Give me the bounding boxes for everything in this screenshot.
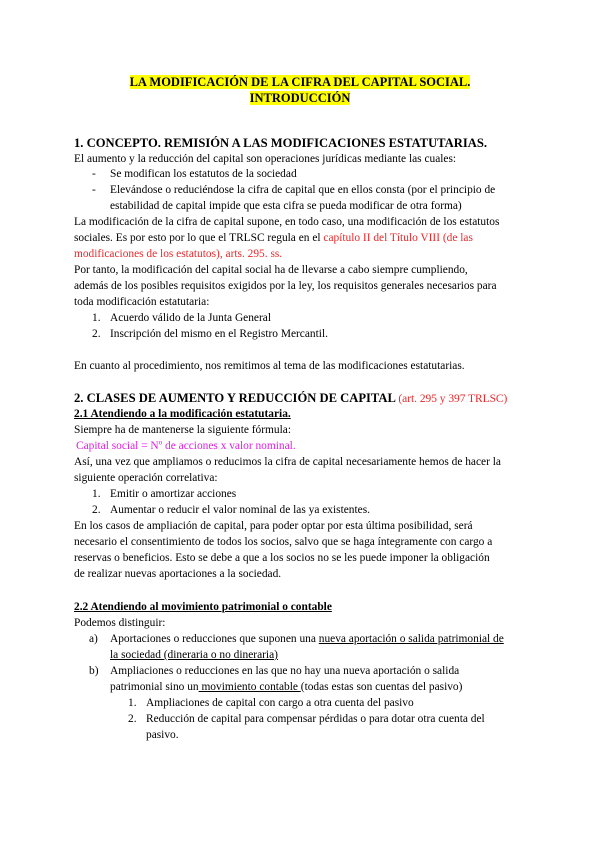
list-item: Aumentar o reducir el valor nominal de las ya existentes. xyxy=(110,504,370,516)
list-item: Emitir o amortizar acciones xyxy=(110,488,237,500)
title-line-2: INTRODUCCIÓN xyxy=(249,91,351,105)
list-number: 1. xyxy=(92,488,101,500)
list-number: 2. xyxy=(92,504,101,516)
bullet-marker: - xyxy=(92,168,96,180)
list-item: Acuerdo válido de la Junta General xyxy=(110,312,271,324)
bullet-marker: - xyxy=(92,184,96,196)
paragraph-line: En los casos de ampliación de capital, para poder optar por esta última posibilidad, será xyxy=(74,520,473,532)
paragraph-line: toda modificación estatutaria: xyxy=(74,296,210,308)
bullet-item: Elevándose o reduciéndose la cifra de capital que en ellos consta (por el principio de xyxy=(110,184,496,196)
section-2-heading: 2. CLASES DE AUMENTO Y REDUCCIÓN DE CAPITAL (art. 295 y 397 TRLSC) xyxy=(74,391,508,405)
paragraph-line: además de los posibles requisitos exigidos por la ley, los requisitos generales necesarios para xyxy=(74,280,497,292)
paragraph-line: siguiente operación correlativa: xyxy=(74,472,218,484)
paragraph-line: Así, una vez que ampliamos o reducimos la cifra de capital necesariamente hemos de hacer la xyxy=(74,456,501,468)
list-item: Aportaciones o reducciones que suponen una nueva aportación o salida patrimonial de xyxy=(110,633,504,645)
sub-list-item: Ampliaciones de capital con cargo a otra cuenta del pasivo xyxy=(146,697,414,709)
subsection-2-1-heading: 2.1 Atendiendo a la modificación estatutaria. xyxy=(74,408,291,420)
paragraph-line: sociales. Es por esto por lo que el TRLSC regula en el capítulo II del Título VIII (de las xyxy=(74,232,473,244)
list-item: Ampliaciones o reducciones en las que no hay una nueva aportación o salida xyxy=(110,665,460,677)
subsection-2-2-heading: 2.2 Atendiendo al movimiento patrimonial o contable xyxy=(74,601,332,613)
section-1-intro: El aumento y la reducción del capital son operaciones jurídicas mediante las cuales: xyxy=(74,153,457,165)
list-number: 2. xyxy=(92,328,101,340)
bullet-item-continuation: estabilidad de capital impide que esta cifra se pueda modificar de otra forma) xyxy=(110,200,462,212)
list-letter: b) xyxy=(89,665,99,677)
formula: Capital social = Nº de acciones x valor nominal. xyxy=(76,440,296,452)
paragraph-line: En cuanto al procedimiento, nos remitimos al tema de las modificaciones estatutarias. xyxy=(74,360,465,372)
section-1-heading: 1. CONCEPTO. REMISIÓN A LAS MODIFICACIONES ESTATUTARIAS. xyxy=(74,136,487,150)
sub-list-item: Reducción de capital para compensar pérdidas o para dotar otra cuenta del xyxy=(146,713,485,725)
paragraph-line: necesario el consentimiento de todos los socios, salvo que se haga íntegramente con cargo a xyxy=(74,536,493,548)
paragraph-line: Podemos distinguir: xyxy=(74,617,166,629)
legal-reference: modificaciones de los estatutos), arts. 295. ss. xyxy=(74,248,283,260)
sub-list-number: 2. xyxy=(128,713,137,725)
sub-list-item-continuation: pasivo. xyxy=(146,729,179,741)
title-line-1: LA MODIFICACIÓN DE LA CIFRA DEL CAPITAL SOCIAL. xyxy=(129,75,471,89)
list-item-continuation: patrimonial sino un movimiento contable (todas estas son cuentas del pasivo) xyxy=(110,681,463,693)
bullet-item: Se modifican los estatutos de la sociedad xyxy=(110,168,297,180)
list-number: 1. xyxy=(92,312,101,324)
sub-list-number: 1. xyxy=(128,697,137,709)
paragraph-line: Por tanto, la modificación del capital social ha de llevarse a cabo siempre cumpliendo, xyxy=(74,264,468,276)
list-item-continuation: la sociedad (dineraria o no dineraria) xyxy=(110,649,278,661)
paragraph-line: de realizar nuevas aportaciones a la sociedad. xyxy=(74,568,282,580)
paragraph-line: La modificación de la cifra de capital supone, en todo caso, una modificación de los estatutos xyxy=(74,216,500,228)
legal-reference: capítulo II del Título VIII (de las xyxy=(323,232,473,244)
list-letter: a) xyxy=(89,633,98,645)
list-item: Inscripción del mismo en el Registro Mercantil. xyxy=(110,328,328,340)
paragraph-line: Siempre ha de mantenerse la siguiente fórmula: xyxy=(74,424,291,436)
paragraph-line: reservas o beneficios. Esto se debe a que a los socios no se les puede imponer la obligación xyxy=(74,552,490,564)
legal-reference: (art. 295 y 397 TRLSC) xyxy=(398,393,508,405)
